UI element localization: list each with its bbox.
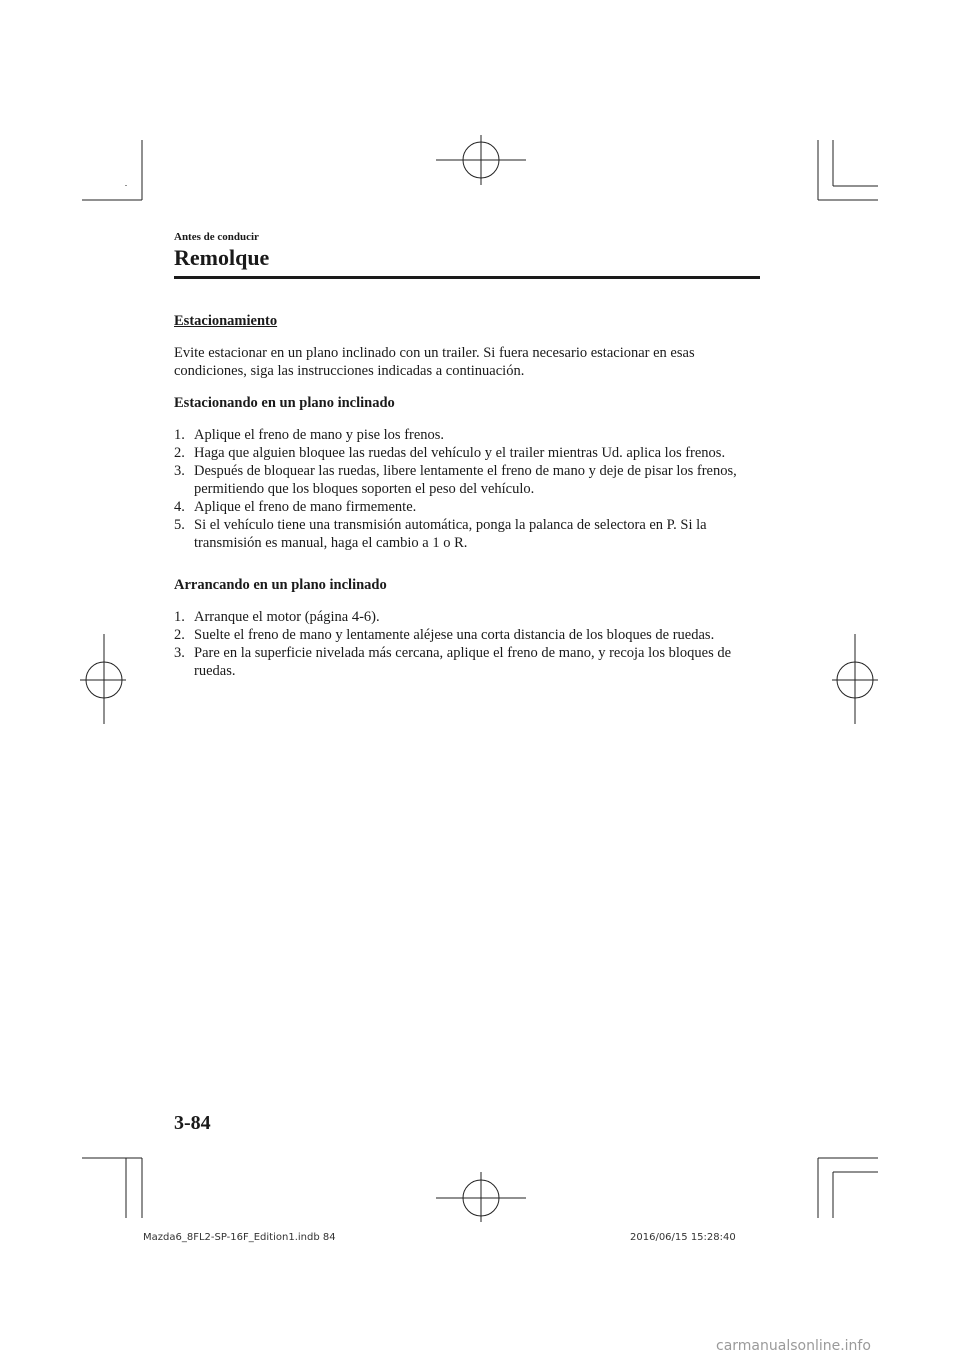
list-item xyxy=(174,644,764,680)
step-text: Suelte el freno de mano y lentamente aléjese una corta distancia de los bloques de ruedas. xyxy=(194,627,715,643)
step-number: 3. xyxy=(174,463,185,479)
step-text: Después de bloquear las ruedas, libere lentamente el freno de mano y deje de pisar los frenos, permitiendo que los bloques soporten el peso del vehículo. xyxy=(194,463,737,497)
page-title: Remolque xyxy=(174,245,270,270)
main-content xyxy=(174,312,764,680)
parking-intro: Evite estacionar en un plano inclinado con un trailer. Si fuera necesario estacionar en esas condiciones, siga las instrucciones indicadas a continuación. xyxy=(174,345,695,379)
step-number: 3. xyxy=(174,645,185,661)
step-number: 2. xyxy=(174,445,185,461)
watermark: carmanualsonline.info xyxy=(716,1338,871,1354)
step-number: 1. xyxy=(174,427,185,443)
step-number: 5. xyxy=(174,517,185,533)
list-item xyxy=(174,426,764,444)
list-item xyxy=(174,462,764,498)
parking-heading: Estacionamiento xyxy=(174,313,278,329)
list-item xyxy=(174,444,764,462)
step-number: 4. xyxy=(174,499,185,515)
step-text: Aplique el freno de mano firmemente. xyxy=(194,499,417,515)
parking-incline-heading: Estacionando en un plano inclinado xyxy=(174,395,395,411)
step-text: Arranque el motor (página 4-6). xyxy=(194,609,380,625)
list-item xyxy=(174,626,764,644)
step-text: Si el vehículo tiene una transmisión automática, ponga la palanca de selectora en P. Si la transmisión es manual, haga el cambio a 1 o R. xyxy=(194,517,707,551)
step-text: Aplique el freno de mano y pise los frenos. xyxy=(194,427,445,443)
step-number: 2. xyxy=(174,627,185,643)
print-timestamp: 2016/06/15 15:28:40 xyxy=(630,1232,736,1243)
list-item xyxy=(174,498,764,516)
section-label: Antes de conducir xyxy=(174,231,259,243)
step-number: 1. xyxy=(174,609,185,625)
step-text: Pare en la superficie nivelada más cercana, aplique el freno de mano, y recoja los bloques de ruedas. xyxy=(194,645,732,679)
list-item xyxy=(174,516,764,552)
starting-incline-heading: Arrancando en un plano inclinado xyxy=(174,577,387,593)
title-divider xyxy=(174,276,760,279)
parking-steps-list xyxy=(174,426,764,552)
print-file-info: Mazda6_8FL2-SP-16F_Edition1.indb 84 xyxy=(143,1232,336,1243)
starting-steps-list xyxy=(174,608,764,680)
step-text: Haga que alguien bloquee las ruedas del vehículo y el trailer mientras Ud. aplica los frenos. xyxy=(194,445,726,461)
list-item xyxy=(174,608,764,626)
page-number: 3-84 xyxy=(174,1112,211,1134)
